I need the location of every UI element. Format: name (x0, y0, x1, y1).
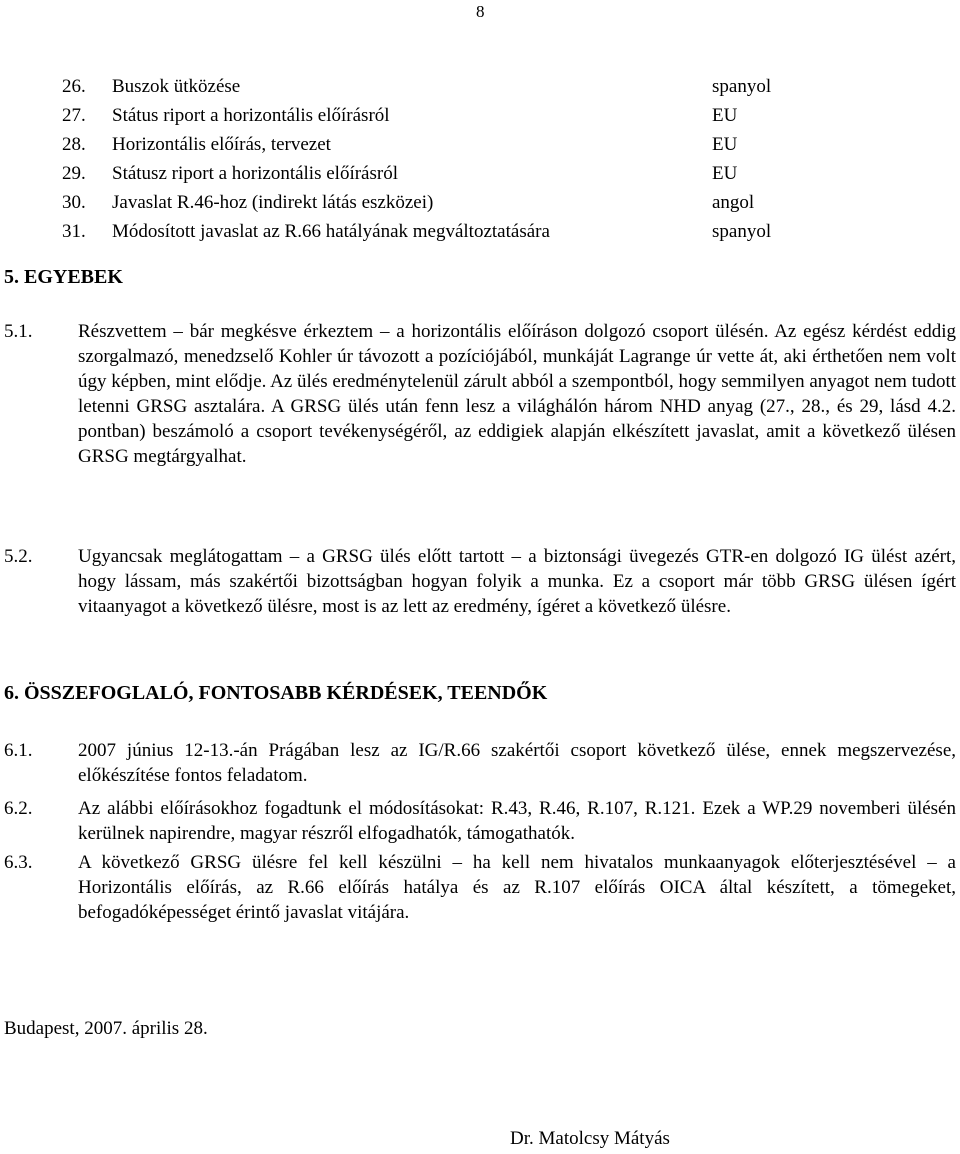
list-item-title: Státusz riport a horizontális előírásról (112, 163, 398, 184)
list-item-title: Horizontális előírás, tervezet (112, 134, 331, 155)
list-item-number: 28. (62, 134, 86, 155)
list-item-number: 31. (62, 221, 86, 242)
list-item-language: EU (712, 105, 738, 126)
list-item-language: EU (712, 163, 738, 184)
list-item-title: Módosított javaslat az R.66 hatályának megváltoztatására (112, 221, 550, 242)
list-item-number: 26. (62, 76, 86, 97)
list-item (62, 159, 802, 188)
list-item (62, 188, 802, 217)
document-list (62, 72, 802, 246)
list-item-language: EU (712, 134, 738, 155)
paragraph-5-2 (4, 544, 956, 619)
paragraph-6-1 (4, 738, 956, 788)
list-item (62, 217, 802, 246)
signature-name: Dr. Matolcsy Mátyás (510, 1128, 670, 1149)
place-and-date: Budapest, 2007. április 28. (4, 1018, 208, 1039)
list-item (62, 101, 802, 130)
list-item (62, 130, 802, 159)
paragraph-text: 2007 június 12-13.-án Prágában lesz az IG/R.66 szakértői csoport következő ülése, ennek megszervezése, előkészítése fontos feladatom. (78, 740, 956, 786)
paragraph-number: 6.1. (4, 740, 33, 761)
list-item-language: spanyol (712, 76, 772, 97)
list-item-number: 29. (62, 163, 86, 184)
page-number: 8 (476, 2, 485, 21)
paragraph-6-2 (4, 796, 956, 846)
paragraph-5-1 (4, 319, 956, 469)
paragraph-text: A következő GRSG ülésre fel kell készülni – ha kell nem hivatalos munkaanyagok előterjesztésével – a Horizontális előírás, az R.66 előírás hatálya és az R.107 előírás OICA által készített, a tömegeket, befogadóképességet érintő javaslat vitájára. (78, 852, 956, 923)
list-item-title: Javaslat R.46-hoz (indirekt látás eszközei) (112, 192, 434, 213)
paragraph-text: Részvettem – bár megkésve érkeztem – a horizontális előíráson dolgozó csoport ülésén. Az egész kérdést eddig szorgalmazó, menedzselő Kohler úr távozott a pozíciójából, munkáját Lagrange úr vette át, aki érthetően nem volt úgy képben, mint elődje. Az ülés eredménytelenül zárult abból a szempontból, hogy semmilyen anyagot nem tudott letenni GRSG asztalára. A GRSG ülés után fenn lesz a világhálón három NHD anyag (27., 28., és 29, lásd 4.2. pontban) beszámoló a csoport tevékenységéről, az eddigiek alapján elkészített javaslat, amit a következő ülésen GRSG megtárgyalhat. (78, 321, 957, 467)
list-item-language: spanyol (712, 221, 772, 242)
paragraph-text: Ugyancsak meglátogattam – a GRSG ülés előtt tartott – a biztonsági üvegezés GTR-en dolgozó IG ülést azért, hogy lássam, más szakértői bizottságban hogyan folyik a munka. Ez a csoport már több GRSG ülésen ígért vitaanyagot a következő ülésre, most is az lett az eredmény, ígéret a következő ülésre. (78, 546, 956, 617)
list-item-title: Státus riport a horizontális előírásról (112, 105, 390, 126)
paragraph-number: 5.1. (4, 321, 33, 342)
list-item-title: Buszok ütközése (112, 76, 241, 97)
list-item-language: angol (712, 192, 755, 213)
list-item-number: 27. (62, 105, 86, 126)
list-item-number: 30. (62, 192, 86, 213)
paragraph-number: 5.2. (4, 546, 33, 567)
section-5-heading: 5. EGYEBEK (4, 266, 123, 288)
paragraph-number: 6.3. (4, 852, 33, 873)
paragraph-6-3 (4, 850, 956, 925)
paragraph-text: Az alábbi előírásokhoz fogadtunk el módosításokat: R.43, R.46, R.107, R.121. Ezek a WP.29 novemberi ülésén kerülnek napirendre, magyar részről elfogadhatók, támogathatók. (78, 798, 956, 844)
list-item (62, 72, 802, 101)
paragraph-number: 6.2. (4, 798, 33, 819)
section-6-heading: 6. ÖSSZEFOGLALÓ, FONTOSABB KÉRDÉSEK, TEENDŐK (4, 682, 548, 704)
